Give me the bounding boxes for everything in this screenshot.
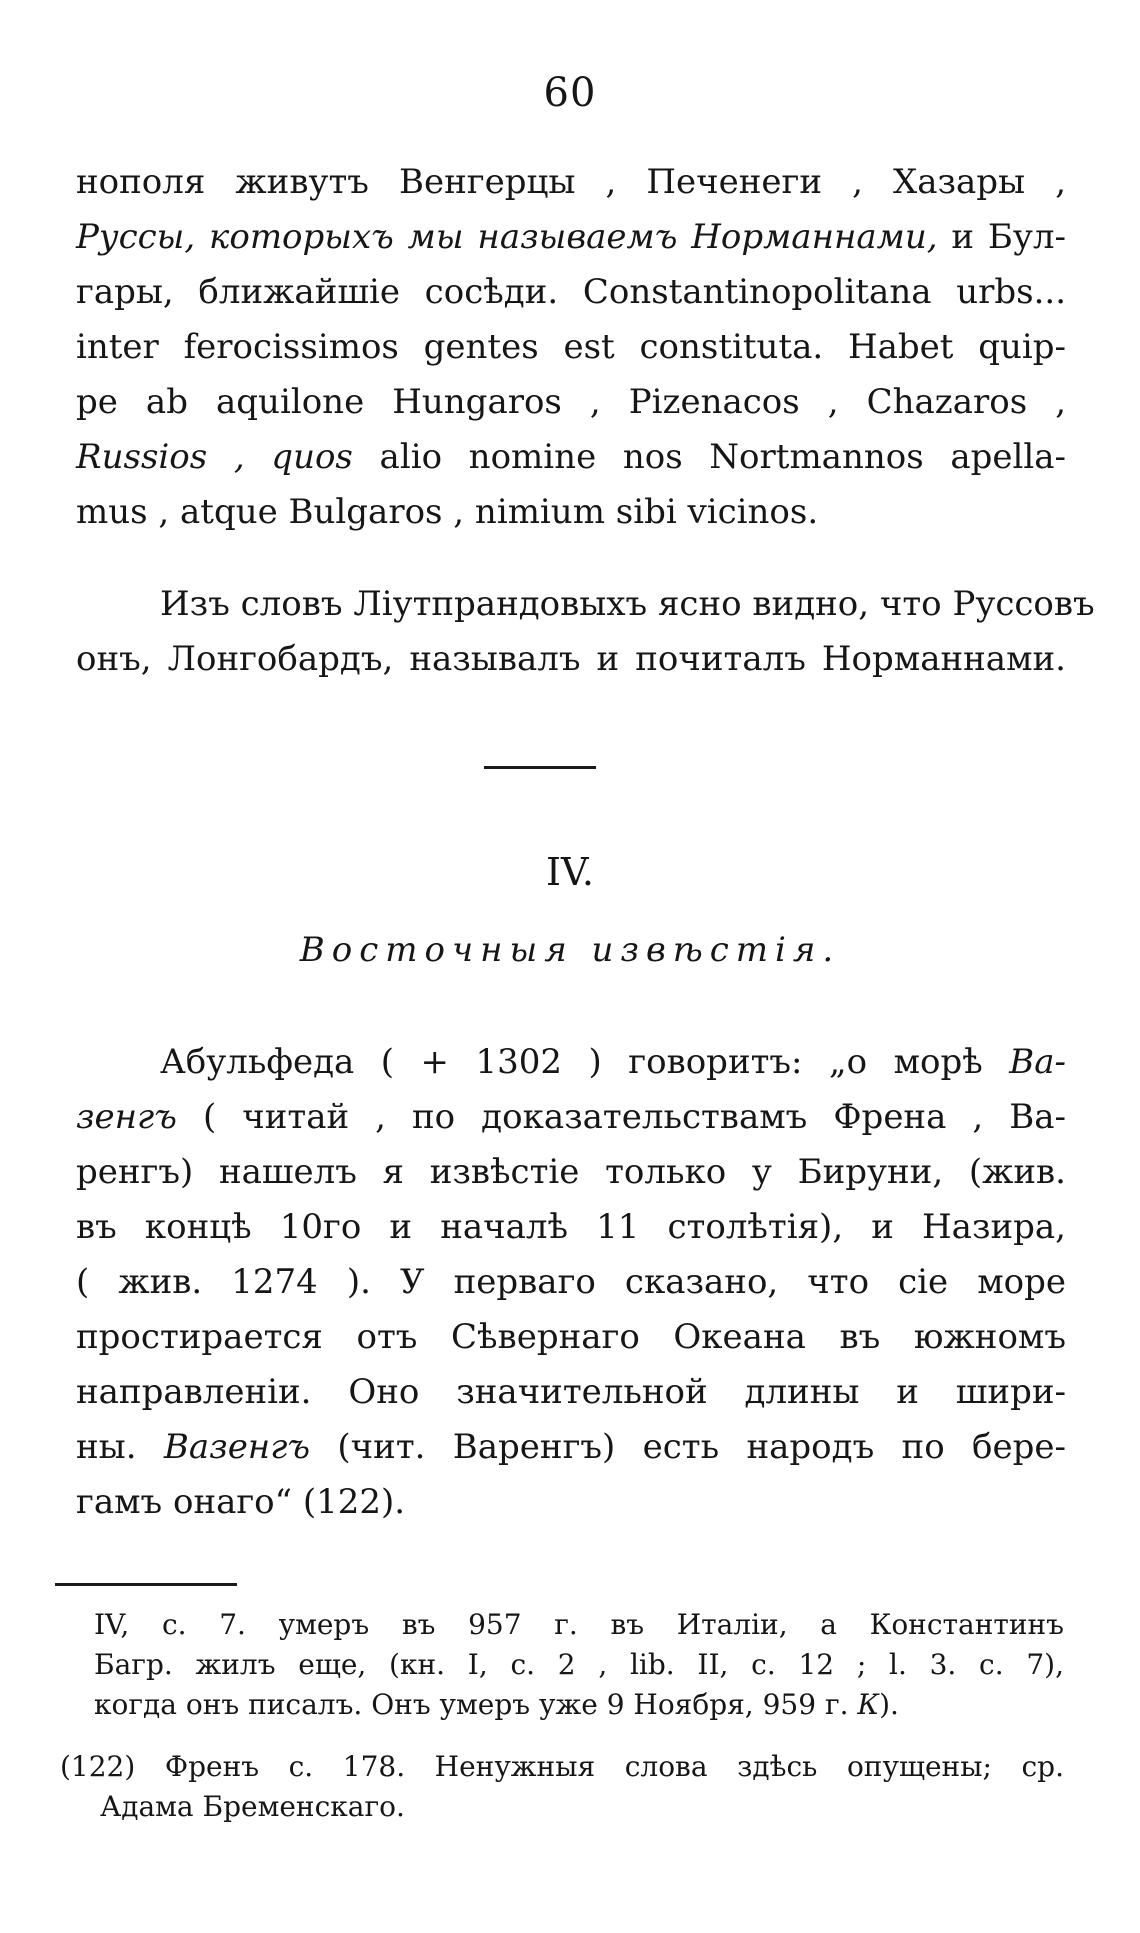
text-run: нополя живутъ Венгерцы , Печенеги , Хазары ,	[76, 162, 1066, 202]
text-run: mus , atque Bulgaros , nimium sibi vicinos.	[76, 492, 819, 532]
text-line	[76, 1365, 1066, 1420]
text-run: ны.	[76, 1427, 164, 1467]
footnote-divider	[55, 1583, 237, 1586]
text-line	[76, 320, 1066, 375]
text-line	[76, 1200, 1066, 1255]
text-line	[76, 1145, 1066, 1200]
text-line	[94, 1645, 1064, 1685]
text-run: Адама Бременскаго.	[100, 1790, 405, 1823]
footnote-122	[60, 1747, 1064, 1827]
text-run: ).	[879, 1688, 899, 1721]
text-line	[76, 1255, 1066, 1310]
text-run: (122) Френъ с. 178. Ненужныя слова здѣсь опущены; ср.	[60, 1750, 1064, 1783]
text-run: и Бул-	[937, 217, 1066, 257]
text-line	[94, 1605, 1064, 1645]
text-run: ( жив. 1274 ). У перваго сказано, что сіе море	[76, 1262, 1066, 1302]
main-text-block	[76, 155, 1066, 540]
text-run: Багр. жилъ еще, (кн. I, с. 2 , lib. II, с. 12 ; l. 3. с. 7),	[94, 1648, 1064, 1681]
text-line	[76, 1035, 1066, 1090]
text-line	[76, 375, 1066, 430]
text-run: ренгъ) нашелъ я извѣстіе только у Бируни, (жив.	[76, 1152, 1066, 1192]
italic-text: К	[857, 1688, 880, 1721]
text-line	[76, 265, 1066, 320]
conclusion-paragraph	[76, 577, 1095, 687]
text-line	[76, 430, 1066, 485]
text-run: IV, с. 7. умеръ въ 957 г. въ Италіи, а Константинъ	[94, 1608, 1064, 1641]
text-line	[76, 155, 1066, 210]
page-number: 60	[543, 70, 597, 116]
section-number: IV.	[546, 850, 594, 894]
text-run: гамъ онаго“ (122).	[76, 1482, 406, 1522]
text-line	[76, 1090, 1066, 1145]
italic-text: Вазенгъ	[163, 1427, 311, 1467]
section-title: Восточныя извѣстія.	[299, 930, 841, 970]
text-line: Изъ словъ Ліутпрандовыхъ ясно видно, что Руссовъ	[160, 584, 1095, 624]
footnote-continuation	[94, 1605, 1064, 1725]
text-line	[76, 1420, 1066, 1475]
text-line	[60, 1747, 1064, 1787]
text-line: онъ, Лонгобардъ, называлъ и почиталъ Норманнами.	[76, 639, 1066, 679]
italic-text: Руссы, которыхъ мы называемъ Норманнами,	[76, 217, 938, 257]
section-body	[76, 1035, 1066, 1530]
italic-text: Russios , quos	[76, 437, 353, 477]
text-run: гары, ближайшіе сосѣди. Constantinopolitana urbs...	[76, 272, 1066, 312]
text-line	[76, 1475, 1066, 1530]
text-run: ( читай , по доказательствамъ Френа , Ва-	[176, 1097, 1066, 1137]
text-run: простирается отъ Сѣвернаго Океана въ южномъ	[76, 1317, 1066, 1357]
text-line	[60, 1787, 1064, 1827]
text-run: Абульфеда ( + 1302 ) говоритъ: „о морѣ	[160, 1042, 1010, 1082]
text-run: (чит. Варенгъ) есть народъ по бере-	[310, 1427, 1066, 1467]
italic-text: Ва-	[1009, 1042, 1066, 1082]
text-run: когда онъ писалъ. Онъ умеръ уже 9 Ноября, 959 г.	[94, 1688, 858, 1721]
text-run: inter ferocissimos gentes est constituta. Habet quip-	[76, 327, 1066, 367]
text-line	[76, 1310, 1066, 1365]
text-line	[76, 210, 1066, 265]
text-line	[94, 1685, 1064, 1725]
text-run: въ концѣ 10го и началѣ 11 столѣтія), и Назира,	[76, 1207, 1066, 1247]
text-run: pe ab aquilone Hungaros , Pizenacos , Chazaros ,	[76, 382, 1066, 422]
text-line	[76, 485, 1066, 540]
section-divider	[484, 766, 596, 769]
text-run: alio nomine nos Nortmannos apella-	[352, 437, 1066, 477]
italic-text: зенгъ	[76, 1097, 177, 1137]
text-run: направленіи. Оно значительной длины и шири-	[76, 1372, 1066, 1412]
